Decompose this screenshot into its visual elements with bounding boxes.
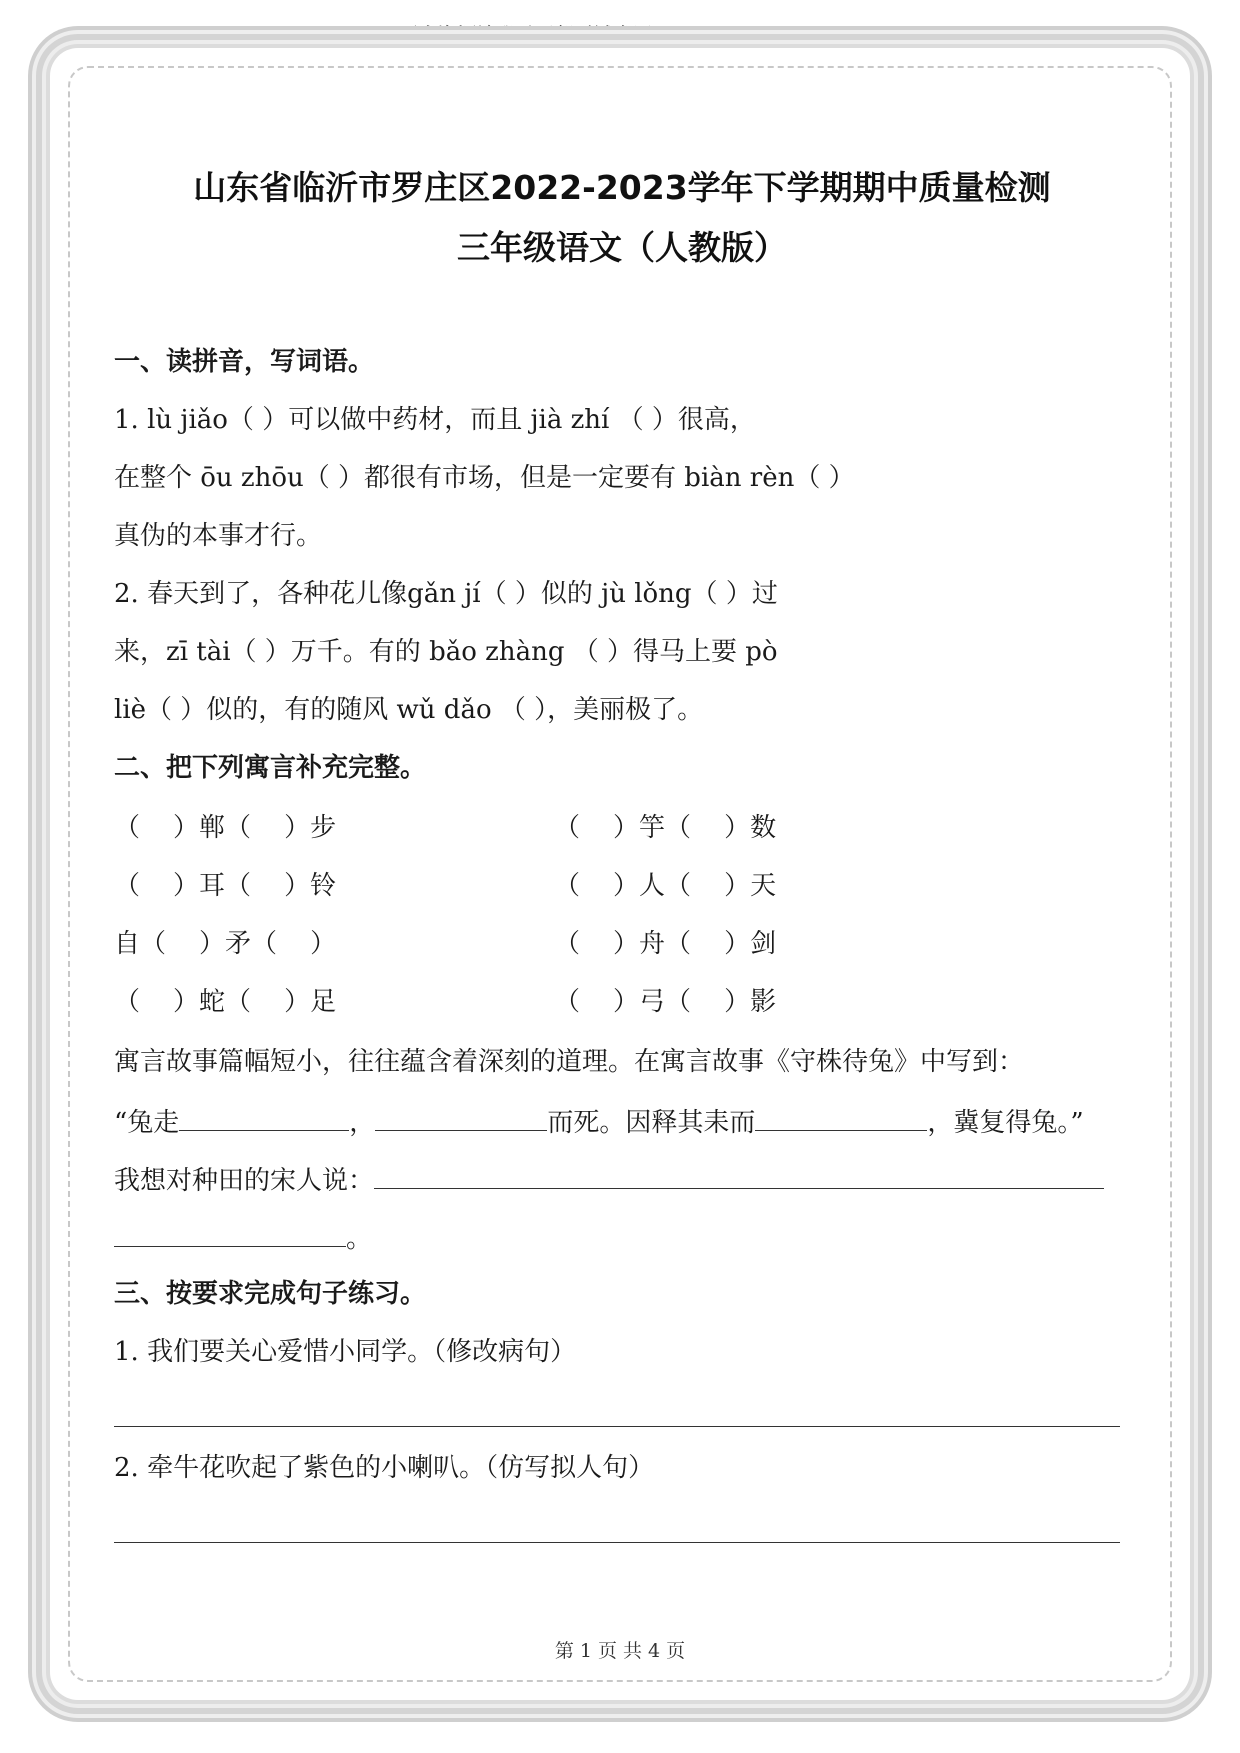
say-end-mark: 。 [346,1224,373,1254]
watermark: 更多资源请登录王朝霞试卷网(www.wzxsjw.com) [399,24,841,46]
idiom-right-1: （ ）竽（ ）数 [554,813,777,843]
section3-question-1: 1. 我们要关心爱惜小同学。（修改病句） [114,1337,577,1367]
section1-line-4: 2. 春天到了，各种花儿像gǎn jí（ ）似的 jù lǒng（ ）过 [114,579,778,609]
section1-line-2: 在整个 ōu zhōu（ ）都很有市场，但是一定要有 biàn rèn（ ） [114,463,855,493]
idiom-right-3: （ ）舟（ ）剑 [554,929,777,959]
page-footer: 第 1 页 共 4 页 [554,1640,686,1662]
say-continuation-line [114,1216,372,1256]
section1-heading: 一、读拼音，写词语。 [114,347,375,377]
idiom-right-4: （ ）弓（ ）影 [554,987,777,1017]
quote-blank-1[interactable] [179,1100,349,1131]
title-line-1: 山东省临沂市罗庄区2022-2023学年下学期期中质量检测 [193,168,1051,207]
section1-line-1: 1. lù jiǎo（ ）可以做中药材，而且 jià zhí （ ）很高， [114,405,756,435]
say-blank[interactable] [374,1158,1104,1189]
idiom-left-2: （ ）耳（ ）铃 [114,871,337,901]
idiom-left-3: 自（ ）矛（ ） [114,929,337,959]
fable-quote-line [114,1100,1084,1140]
section3-question-2: 2. 牵牛花吹起了紫色的小喇叭。（仿写拟人句） [114,1453,655,1483]
say-label: 我想对种田的宋人说： [114,1166,375,1196]
quote-part-4: ，冀复得兔。” [927,1108,1084,1138]
quote-part-3: 而死。因释其耒而 [547,1108,756,1138]
answer-line-1[interactable] [114,1426,1120,1427]
idiom-right-2: （ ）人（ ）天 [554,871,777,901]
idiom-left-1: （ ）郸（ ）步 [114,813,337,843]
say-to-farmer-line [114,1158,1104,1198]
section1-line-5: 来，zī tài（ ）万千。有的 bǎo zhàng （ ）得马上要 pò [114,637,778,667]
quote-part-2: ， [349,1108,376,1138]
quote-blank-2[interactable] [375,1100,547,1131]
section1-line-6: liè（ ）似的，有的随风 wǔ dǎo （ ），美丽极了。 [114,695,704,725]
fable-paragraph: 寓言故事篇幅短小，往往蕴含着深刻的道理。在寓言故事《守株待兔》中写到： [114,1047,1025,1077]
idiom-left-4: （ ）蛇（ ）足 [114,987,337,1017]
section1-line-3: 真伪的本事才行。 [114,521,323,551]
section3-heading: 三、按要求完成句子练习。 [114,1279,427,1309]
section2-heading: 二、把下列寓言补充完整。 [114,753,427,783]
quote-part-1: “兔走 [114,1108,180,1138]
title-line-2: 三年级语文（人教版） [457,228,787,267]
answer-line-2[interactable] [114,1542,1120,1543]
quote-blank-3[interactable] [755,1100,927,1131]
say-blank-2[interactable] [114,1216,346,1247]
